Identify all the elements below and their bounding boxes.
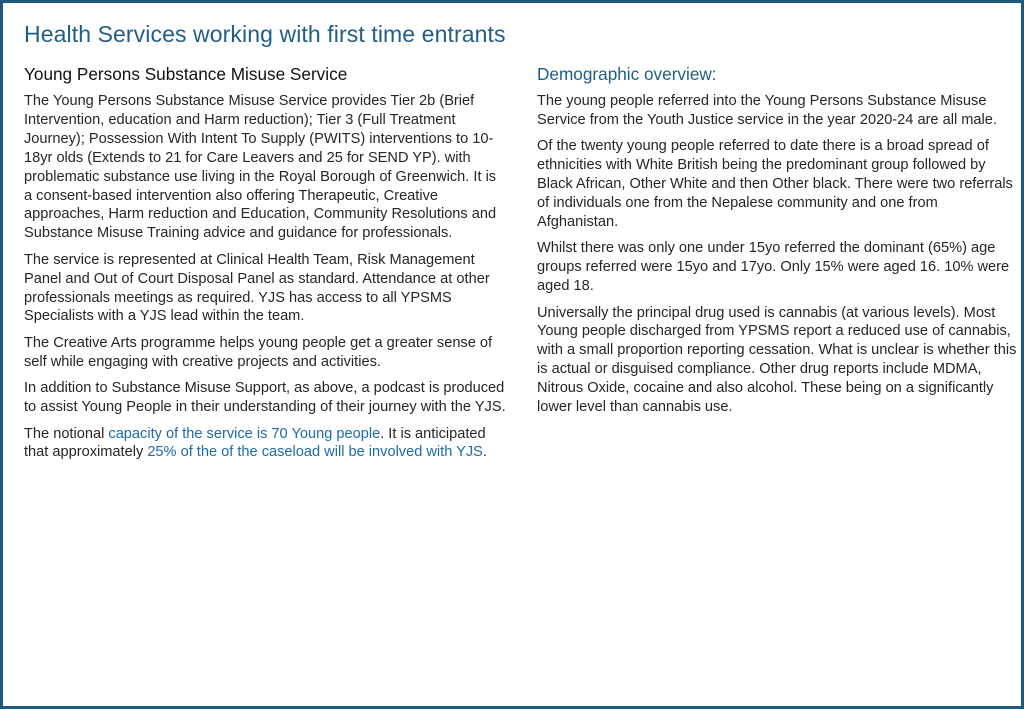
service-heading: Young Persons Substance Misuse Service — [24, 64, 348, 84]
capacity-paragraph — [24, 425, 506, 463]
demographic-heading: Demographic overview: — [537, 64, 717, 84]
referral-gender-paragraph: The young people referred into the Young Persons Substance Misuse Service from the Youth Justice service in the year 2020-24 are all male. — [537, 93, 997, 128]
drug-use-paragraph: Universally the principal drug used is cannabis (at various levels). Most Young people discharged from YPSMS report a reduced use of cannabis, with a small proportion reporting cessation. What is unclear is whether this is actual or disguised compliance. Other drug reports include MDMA, Nitrous Oxide, cocaine and also alcohol. These being on a significantly lower level than cannabis use. — [537, 304, 1017, 416]
capacity-text-1: The notional — [24, 425, 109, 442]
right-column — [537, 63, 1019, 425]
podcast-paragraph: In addition to Substance Misuse Support, as above, a podcast is produced to assist Young People in their understanding of their journey with the YJS. — [24, 380, 506, 416]
capacity-highlight: capacity of the service is 70 Young people — [108, 425, 381, 442]
service-representation-paragraph: The service is represented at Clinical Health Team, Risk Management Panel and Out of Court Disposal Panel as standard. Attendance at other professionals meetings as required. YJS has access to all YPSMS Specialists with a YJS lead within the team. — [24, 251, 490, 325]
left-column — [24, 63, 506, 470]
caseload-highlight: 25% of the of the caseload will be involved with YJS — [147, 444, 483, 461]
age-groups-paragraph: Whilst there was only one under 15yo referred the dominant (65%) age groups referred were 15yo and 17yo. Only 15% were aged 16. 10% were aged 18. — [537, 240, 1010, 295]
service-description-paragraph: The Young Persons Substance Misuse Service provides Tier 2b (Brief Intervention, education and Harm reduction); Tier 3 (Full Treatment Journey); Possession With Intent To Supply (PWITS) interventions to 10-18yr olds (Extends to 21 for Care Leavers and 25 for SEND YP). with problematic substance use living in the Royal Borough of Greenwich. It is a consent-based intervention also offering Therapeutic, Creative approaches, Harm reduction and Education, Community Resolutions and Substance Misuse Training advice and guidance for professionals. — [24, 93, 497, 242]
page-title: Health Services working with first time entrants — [24, 21, 506, 47]
capacity-text-3: . — [482, 444, 487, 461]
creative-arts-paragraph: The Creative Arts programme helps young people get a greater sense of self while engaging with creative projects and activities. — [24, 334, 493, 370]
ethnicity-paragraph: Of the twenty young people referred to date there is a broad spread of ethnicities with White British being the predominant group followed by Black African, Other White and then Other black. There were two referrals of individuals one from the Nepalese community and one from Afghanistan. — [537, 138, 1013, 230]
capacity-text-2: . It is anticipated that approximately — [24, 425, 486, 461]
